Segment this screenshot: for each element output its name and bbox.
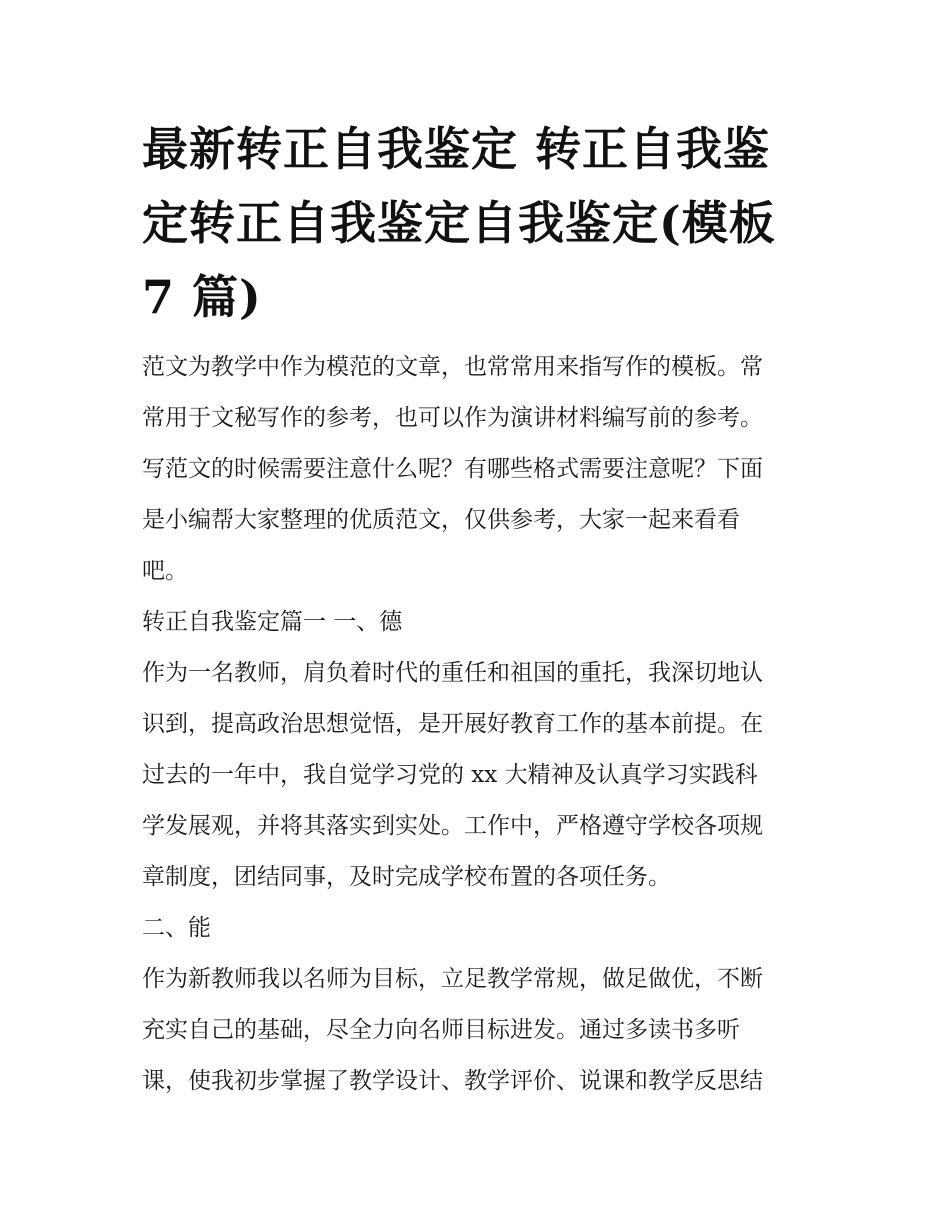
paragraph-line: 吧。 <box>142 558 188 584</box>
paragraph-line: 写范文的时候需要注意什么呢？有哪些格式需要注意呢？下面 <box>142 456 763 482</box>
title-line: 最新转正自我鉴定 转正自我鉴 <box>142 122 771 176</box>
paragraph-line: 充实自己的基础，尽全力向名师目标进发。通过多读书多听 <box>142 1017 740 1043</box>
document-title <box>142 112 814 334</box>
section-paragraph <box>142 648 814 903</box>
intro-paragraph <box>142 342 814 597</box>
paragraph-line: 是小编帮大家整理的优质范文，仅供参考，大家一起来看看 <box>142 507 740 533</box>
paragraph-line: 过去的一年中，我自觉学习党的 xx 大精神及认真学习实践科 <box>142 762 758 788</box>
section-heading: 二、能 <box>142 915 211 941</box>
title-line: 定转正自我鉴定自我鉴定(模板 <box>142 196 776 250</box>
paragraph-line: 学发展观，并将其落实到实处。工作中，严格遵守学校各项规 <box>142 813 763 839</box>
paragraph-line: 范文为教学中作为模范的文章，也常常用来指写作的模板。常 <box>142 354 763 380</box>
paragraph-line: 作为一名教师，肩负着时代的重任和祖国的重托，我深切地认 <box>142 660 763 686</box>
title-line: 7 篇) <box>142 270 262 324</box>
paragraph-line: 常用于文秘写作的参考，也可以作为演讲材料编写前的参考。 <box>142 405 763 431</box>
paragraph-line: 课，使我初步掌握了教学设计、教学评价、说课和教学反思结 <box>142 1068 763 1094</box>
section-paragraph <box>142 954 814 1107</box>
paragraph-line: 识到，提高政治思想觉悟，是开展好教育工作的基本前提。在 <box>142 711 763 737</box>
paragraph-line: 章制度，团结同事，及时完成学校布置的各项任务。 <box>142 864 671 890</box>
document-body <box>142 112 814 1107</box>
section-heading: 转正自我鉴定篇一 一、德 <box>142 609 403 635</box>
paragraph-line: 作为新教师我以名师为目标，立足教学常规，做足做优，不断 <box>142 966 763 992</box>
